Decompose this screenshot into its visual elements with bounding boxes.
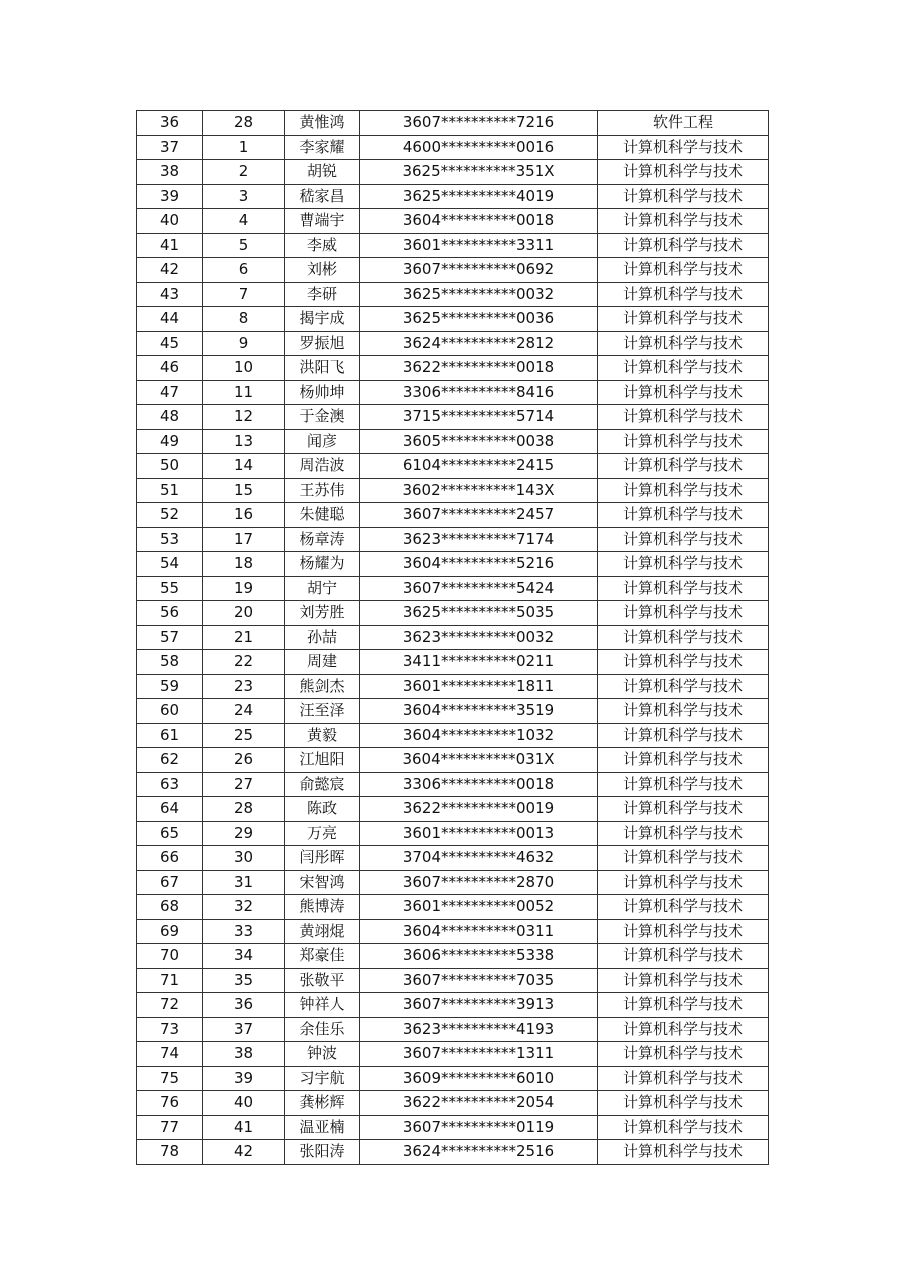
row-major-cell: 计算机科学与技术: [598, 160, 769, 185]
row-name-cell: 刘彬: [285, 258, 360, 283]
row-name-cell: 李威: [285, 233, 360, 258]
row-name-cell: 闫彤晖: [285, 846, 360, 871]
row-seq-cell: 51: [137, 478, 203, 503]
row-class-no-cell: 42: [203, 1140, 285, 1165]
table-row: [137, 1042, 769, 1067]
table-row: [137, 209, 769, 234]
row-name-cell: 钟祥人: [285, 993, 360, 1018]
row-seq-cell: 66: [137, 846, 203, 871]
table-row: [137, 601, 769, 626]
row-seq-cell: 47: [137, 380, 203, 405]
row-class-no-cell: 28: [203, 797, 285, 822]
row-id-cell: 3601**********0013: [360, 821, 598, 846]
roster-body: [137, 111, 769, 1165]
row-class-no-cell: 5: [203, 233, 285, 258]
row-class-no-cell: 33: [203, 919, 285, 944]
row-name-cell: 罗振旭: [285, 331, 360, 356]
table-row: [137, 429, 769, 454]
row-seq-cell: 37: [137, 135, 203, 160]
row-id-cell: 3607**********0692: [360, 258, 598, 283]
row-name-cell: 于金澳: [285, 405, 360, 430]
row-class-no-cell: 32: [203, 895, 285, 920]
row-seq-cell: 39: [137, 184, 203, 209]
row-name-cell: 黄翊焜: [285, 919, 360, 944]
table-row: [137, 478, 769, 503]
row-id-cell: 3607**********2870: [360, 870, 598, 895]
row-class-no-cell: 24: [203, 699, 285, 724]
row-seq-cell: 58: [137, 650, 203, 675]
row-major-cell: 计算机科学与技术: [598, 184, 769, 209]
row-seq-cell: 62: [137, 748, 203, 773]
table-row: [137, 135, 769, 160]
row-major-cell: 计算机科学与技术: [598, 797, 769, 822]
row-seq-cell: 59: [137, 674, 203, 699]
row-id-cell: 3622**********0018: [360, 356, 598, 381]
row-name-cell: 刘芳胜: [285, 601, 360, 626]
row-major-cell: 计算机科学与技术: [598, 625, 769, 650]
row-class-no-cell: 37: [203, 1017, 285, 1042]
row-seq-cell: 36: [137, 111, 203, 136]
row-major-cell: 计算机科学与技术: [598, 1042, 769, 1067]
row-seq-cell: 40: [137, 209, 203, 234]
row-id-cell: 3604**********1032: [360, 723, 598, 748]
row-id-cell: 3704**********4632: [360, 846, 598, 871]
row-major-cell: 计算机科学与技术: [598, 895, 769, 920]
row-major-cell: 计算机科学与技术: [598, 503, 769, 528]
row-seq-cell: 73: [137, 1017, 203, 1042]
row-major-cell: 计算机科学与技术: [598, 699, 769, 724]
table-row: [137, 380, 769, 405]
row-class-no-cell: 9: [203, 331, 285, 356]
row-class-no-cell: 15: [203, 478, 285, 503]
row-seq-cell: 41: [137, 233, 203, 258]
row-major-cell: 计算机科学与技术: [598, 870, 769, 895]
row-major-cell: 计算机科学与技术: [598, 772, 769, 797]
row-name-cell: 钟波: [285, 1042, 360, 1067]
row-major-cell: 计算机科学与技术: [598, 429, 769, 454]
row-name-cell: 闻彦: [285, 429, 360, 454]
table-row: [137, 846, 769, 871]
row-id-cell: 3625**********5035: [360, 601, 598, 626]
row-id-cell: 3622**********0019: [360, 797, 598, 822]
row-major-cell: 计算机科学与技术: [598, 1115, 769, 1140]
row-id-cell: 3604**********0018: [360, 209, 598, 234]
row-name-cell: 周建: [285, 650, 360, 675]
row-seq-cell: 67: [137, 870, 203, 895]
row-class-no-cell: 12: [203, 405, 285, 430]
row-seq-cell: 72: [137, 993, 203, 1018]
row-major-cell: 计算机科学与技术: [598, 527, 769, 552]
row-class-no-cell: 18: [203, 552, 285, 577]
row-seq-cell: 54: [137, 552, 203, 577]
row-class-no-cell: 6: [203, 258, 285, 283]
row-class-no-cell: 29: [203, 821, 285, 846]
row-id-cell: 3604**********3519: [360, 699, 598, 724]
row-major-cell: 计算机科学与技术: [598, 968, 769, 993]
row-major-cell: 计算机科学与技术: [598, 405, 769, 430]
row-class-no-cell: 7: [203, 282, 285, 307]
row-seq-cell: 78: [137, 1140, 203, 1165]
row-seq-cell: 52: [137, 503, 203, 528]
row-major-cell: 计算机科学与技术: [598, 209, 769, 234]
row-name-cell: 余佳乐: [285, 1017, 360, 1042]
row-id-cell: 3624**********2812: [360, 331, 598, 356]
row-id-cell: 3601**********1811: [360, 674, 598, 699]
table-row: [137, 699, 769, 724]
row-major-cell: 计算机科学与技术: [598, 674, 769, 699]
row-id-cell: 3604**********5216: [360, 552, 598, 577]
row-major-cell: 计算机科学与技术: [598, 478, 769, 503]
table-row: [137, 527, 769, 552]
table-row: [137, 1115, 769, 1140]
row-class-no-cell: 39: [203, 1066, 285, 1091]
row-class-no-cell: 14: [203, 454, 285, 479]
row-seq-cell: 45: [137, 331, 203, 356]
table-row: [137, 993, 769, 1018]
row-class-no-cell: 36: [203, 993, 285, 1018]
row-class-no-cell: 17: [203, 527, 285, 552]
table-row: [137, 870, 769, 895]
row-id-cell: 3625**********351X: [360, 160, 598, 185]
row-seq-cell: 53: [137, 527, 203, 552]
row-major-cell: 计算机科学与技术: [598, 1091, 769, 1116]
row-seq-cell: 43: [137, 282, 203, 307]
row-major-cell: 计算机科学与技术: [598, 1017, 769, 1042]
row-name-cell: 孙喆: [285, 625, 360, 650]
table-row: [137, 405, 769, 430]
table-row: [137, 650, 769, 675]
row-class-no-cell: 20: [203, 601, 285, 626]
row-class-no-cell: 26: [203, 748, 285, 773]
row-name-cell: 李家耀: [285, 135, 360, 160]
row-name-cell: 温亚楠: [285, 1115, 360, 1140]
row-major-cell: 计算机科学与技术: [598, 748, 769, 773]
row-major-cell: 计算机科学与技术: [598, 233, 769, 258]
row-id-cell: 3623**********4193: [360, 1017, 598, 1042]
table-row: [137, 233, 769, 258]
table-row: [137, 111, 769, 136]
row-name-cell: 汪至泽: [285, 699, 360, 724]
row-name-cell: 陈政: [285, 797, 360, 822]
row-name-cell: 张敬平: [285, 968, 360, 993]
row-class-no-cell: 13: [203, 429, 285, 454]
row-seq-cell: 74: [137, 1042, 203, 1067]
row-major-cell: 计算机科学与技术: [598, 821, 769, 846]
row-name-cell: 熊剑杰: [285, 674, 360, 699]
table-row: [137, 723, 769, 748]
row-seq-cell: 76: [137, 1091, 203, 1116]
row-name-cell: 嵇家昌: [285, 184, 360, 209]
row-name-cell: 熊博涛: [285, 895, 360, 920]
table-row: [137, 331, 769, 356]
table-row: [137, 576, 769, 601]
row-class-no-cell: 19: [203, 576, 285, 601]
table-row: [137, 282, 769, 307]
row-name-cell: 曹端宇: [285, 209, 360, 234]
row-seq-cell: 60: [137, 699, 203, 724]
row-class-no-cell: 30: [203, 846, 285, 871]
table-row: [137, 1140, 769, 1165]
table-row: [137, 821, 769, 846]
row-id-cell: 3607**********0119: [360, 1115, 598, 1140]
row-major-cell: 计算机科学与技术: [598, 552, 769, 577]
row-major-cell: 计算机科学与技术: [598, 650, 769, 675]
row-id-cell: 3607**********2457: [360, 503, 598, 528]
row-name-cell: 宋智鸿: [285, 870, 360, 895]
row-seq-cell: 46: [137, 356, 203, 381]
row-class-no-cell: 3: [203, 184, 285, 209]
row-name-cell: 张阳涛: [285, 1140, 360, 1165]
row-id-cell: 3623**********0032: [360, 625, 598, 650]
row-major-cell: 计算机科学与技术: [598, 919, 769, 944]
row-seq-cell: 77: [137, 1115, 203, 1140]
table-row: [137, 1066, 769, 1091]
row-major-cell: 计算机科学与技术: [598, 454, 769, 479]
row-id-cell: 3604**********0311: [360, 919, 598, 944]
table-row: [137, 748, 769, 773]
row-class-no-cell: 25: [203, 723, 285, 748]
table-row: [137, 772, 769, 797]
row-major-cell: 计算机科学与技术: [598, 331, 769, 356]
row-major-cell: 计算机科学与技术: [598, 1140, 769, 1165]
row-id-cell: 3604**********031X: [360, 748, 598, 773]
row-major-cell: 计算机科学与技术: [598, 944, 769, 969]
row-major-cell: 计算机科学与技术: [598, 576, 769, 601]
row-seq-cell: 57: [137, 625, 203, 650]
row-name-cell: 洪阳飞: [285, 356, 360, 381]
row-id-cell: 3411**********0211: [360, 650, 598, 675]
row-id-cell: 3623**********7174: [360, 527, 598, 552]
table-row: [137, 454, 769, 479]
row-class-no-cell: 31: [203, 870, 285, 895]
row-seq-cell: 50: [137, 454, 203, 479]
row-class-no-cell: 27: [203, 772, 285, 797]
row-id-cell: 3622**********2054: [360, 1091, 598, 1116]
row-major-cell: 计算机科学与技术: [598, 723, 769, 748]
row-major-cell: 计算机科学与技术: [598, 135, 769, 160]
row-seq-cell: 64: [137, 797, 203, 822]
row-major-cell: 计算机科学与技术: [598, 282, 769, 307]
row-name-cell: 杨耀为: [285, 552, 360, 577]
row-major-cell: 计算机科学与技术: [598, 356, 769, 381]
row-name-cell: 胡宁: [285, 576, 360, 601]
row-seq-cell: 42: [137, 258, 203, 283]
table-row: [137, 307, 769, 332]
table-row: [137, 674, 769, 699]
row-name-cell: 黄惟鸿: [285, 111, 360, 136]
row-class-no-cell: 2: [203, 160, 285, 185]
row-seq-cell: 61: [137, 723, 203, 748]
row-name-cell: 俞懿宸: [285, 772, 360, 797]
row-seq-cell: 65: [137, 821, 203, 846]
row-class-no-cell: 1: [203, 135, 285, 160]
row-name-cell: 黄毅: [285, 723, 360, 748]
row-major-cell: 计算机科学与技术: [598, 993, 769, 1018]
row-major-cell: 计算机科学与技术: [598, 307, 769, 332]
row-major-cell: 计算机科学与技术: [598, 846, 769, 871]
row-class-no-cell: 16: [203, 503, 285, 528]
row-major-cell: 计算机科学与技术: [598, 1066, 769, 1091]
row-seq-cell: 49: [137, 429, 203, 454]
row-class-no-cell: 41: [203, 1115, 285, 1140]
row-id-cell: 3624**********2516: [360, 1140, 598, 1165]
row-id-cell: 3607**********7216: [360, 111, 598, 136]
table-row: [137, 503, 769, 528]
row-id-cell: 3607**********5424: [360, 576, 598, 601]
row-name-cell: 江旭阳: [285, 748, 360, 773]
row-major-cell: 计算机科学与技术: [598, 601, 769, 626]
row-name-cell: 王苏伟: [285, 478, 360, 503]
row-class-no-cell: 40: [203, 1091, 285, 1116]
row-class-no-cell: 38: [203, 1042, 285, 1067]
table-row: [137, 968, 769, 993]
row-id-cell: 3625**********0032: [360, 282, 598, 307]
row-major-cell: 计算机科学与技术: [598, 258, 769, 283]
row-id-cell: 3601**********0052: [360, 895, 598, 920]
row-name-cell: 李研: [285, 282, 360, 307]
row-name-cell: 胡锐: [285, 160, 360, 185]
row-seq-cell: 56: [137, 601, 203, 626]
table-row: [137, 895, 769, 920]
row-id-cell: 3602**********143X: [360, 478, 598, 503]
row-class-no-cell: 4: [203, 209, 285, 234]
row-id-cell: 3625**********0036: [360, 307, 598, 332]
table-row: [137, 184, 769, 209]
row-name-cell: 郑豪佳: [285, 944, 360, 969]
table-row: [137, 356, 769, 381]
row-name-cell: 周浩波: [285, 454, 360, 479]
row-seq-cell: 71: [137, 968, 203, 993]
row-id-cell: 3605**********0038: [360, 429, 598, 454]
row-class-no-cell: 11: [203, 380, 285, 405]
table-row: [137, 919, 769, 944]
row-seq-cell: 75: [137, 1066, 203, 1091]
row-name-cell: 揭宇成: [285, 307, 360, 332]
row-name-cell: 龚彬辉: [285, 1091, 360, 1116]
table-row: [137, 1091, 769, 1116]
row-id-cell: 3601**********3311: [360, 233, 598, 258]
row-class-no-cell: 23: [203, 674, 285, 699]
row-seq-cell: 68: [137, 895, 203, 920]
table-row: [137, 1017, 769, 1042]
row-seq-cell: 44: [137, 307, 203, 332]
row-seq-cell: 55: [137, 576, 203, 601]
row-id-cell: 3607**********3913: [360, 993, 598, 1018]
table-row: [137, 797, 769, 822]
row-name-cell: 杨章涛: [285, 527, 360, 552]
row-class-no-cell: 10: [203, 356, 285, 381]
row-id-cell: 3306**********0018: [360, 772, 598, 797]
row-seq-cell: 48: [137, 405, 203, 430]
table-row: [137, 625, 769, 650]
row-seq-cell: 69: [137, 919, 203, 944]
student-roster-table: [136, 110, 769, 1165]
table-row: [137, 552, 769, 577]
table-row: [137, 258, 769, 283]
row-major-cell: 计算机科学与技术: [598, 380, 769, 405]
row-class-no-cell: 8: [203, 307, 285, 332]
row-major-cell: 软件工程: [598, 111, 769, 136]
row-class-no-cell: 35: [203, 968, 285, 993]
row-class-no-cell: 28: [203, 111, 285, 136]
row-seq-cell: 38: [137, 160, 203, 185]
table-row: [137, 944, 769, 969]
row-id-cell: 3607**********7035: [360, 968, 598, 993]
row-id-cell: 3607**********1311: [360, 1042, 598, 1067]
row-id-cell: 6104**********2415: [360, 454, 598, 479]
row-name-cell: 杨帅坤: [285, 380, 360, 405]
row-name-cell: 习宇航: [285, 1066, 360, 1091]
row-id-cell: 3715**********5714: [360, 405, 598, 430]
row-class-no-cell: 21: [203, 625, 285, 650]
row-name-cell: 万亮: [285, 821, 360, 846]
row-id-cell: 3606**********5338: [360, 944, 598, 969]
row-id-cell: 3609**********6010: [360, 1066, 598, 1091]
row-id-cell: 3306**********8416: [360, 380, 598, 405]
table-row: [137, 160, 769, 185]
row-class-no-cell: 22: [203, 650, 285, 675]
row-seq-cell: 63: [137, 772, 203, 797]
row-id-cell: 3625**********4019: [360, 184, 598, 209]
row-class-no-cell: 34: [203, 944, 285, 969]
row-name-cell: 朱健聪: [285, 503, 360, 528]
row-seq-cell: 70: [137, 944, 203, 969]
row-id-cell: 4600**********0016: [360, 135, 598, 160]
